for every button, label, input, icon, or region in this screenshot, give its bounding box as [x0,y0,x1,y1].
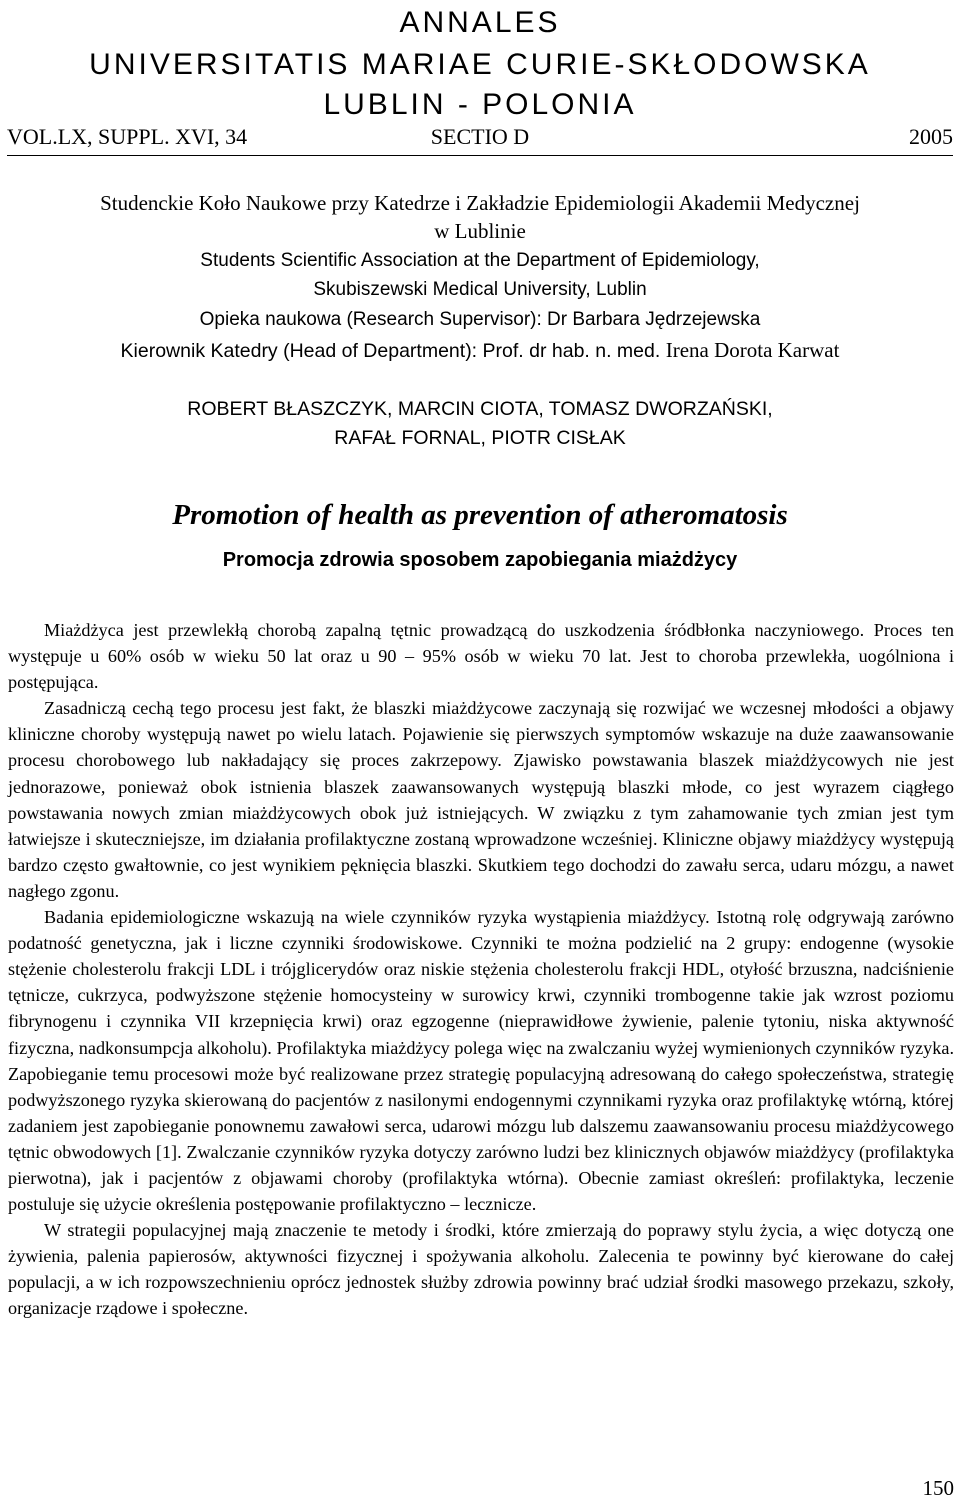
body-paragraph: Badania epidemiologiczne wskazują na wiele czynników ryzyka wystąpienia miażdżycy. Istotną rolę odgrywają zarówno podatność genetyczna, jak i liczne czynniki środowiskowe. Czynniki te można podzielić na 2 grupy: endogenne (wysokie stężenie cholesterolu frakcji LDL i trójglicerydów oraz niskie stężenia cholesterolu frakcji HDL, otyłość brzuszna, nadciśnienie tętnicze, cukrzyca, podwyższone stężenie homocysteiny w surowicy krwi, czynniki trombogenne takie jak wzrost poziomu fibrynogenu i czynnika VII krzepnięcia krwi) oraz egzogenne (nieprawidłowe żywienie, palenie tytoniu, niska aktywność fizyczna, nadkonsumpcja alkoholu). Profilaktyka miażdżycy polega więc na zwalczaniu wyżej wymienionych czynników ryzyka. Zapobieganie temu procesowi może być realizowane przez strategię populacyjną adresowaną do całego społeczeństwa, strategię podwyższonego ryzyka skierowaną do pacjentów z nasilonymi endogennymi czynnikami ryzyka oraz profilaktykę wtórną, której zadaniem jest zapobieganie ponownemu zawałowi serca, udarowi mózgu lub dalszemu zaawansowaniu procesu miażdżycowego tętnic obwodowych [1]. Zwalczanie czynników ryzyka dotyczy zarówno ludzi bez klinicznych objawów miażdżycy (profilaktyka pierwotna), jak i pacjentów z objawami choroby (profilaktyka wtórna). Obecnie zamiast określeń: profilaktyka, leczenie postuluje się użycie określenia postępowanie profilaktyczno – lecznicze. [8,907,954,1215]
article-title-english: Promotion of health as prevention of atheromatosis [172,499,788,531]
section-name: SECTIO D [430,124,530,149]
journal-title-line-2: UNIVERSITATIS MARIAE CURIE-SKŁODOWSKA [89,48,871,81]
authors-line-2: RAFAŁ FORNAL, PIOTR CISŁAK [334,427,626,449]
affiliation-polish-line-2: w Lublinie [434,219,526,243]
publication-year: 2005 [909,124,953,149]
affiliation-english-line-1: Students Scientific Association at the Department of Epidemiology, [200,250,760,271]
volume-line [7,123,953,156]
article-body [8,617,954,1322]
affiliation-polish-line-1: Studenckie Koło Naukowe przy Katedrze i Zakładzie Epidemiologii Akademii Medycznej [100,191,860,215]
authors-line-1: ROBERT BŁASZCZYK, MARCIN CIOTA, TOMASZ DWORZAŃSKI, [187,398,773,420]
journal-title-line-1: ANNALES [399,6,561,39]
page-number: 150 [922,1476,954,1500]
head-of-department-prefix: Kierownik Katedry (Head of Department): Prof. dr hab. n. med. [120,340,661,362]
body-paragraph: W strategii populacyjnej mają znaczenie te metody i środki, które zmierzają do poprawy stylu życia, a więc dotyczą one żywienia, palenia papierosów, aktywności fizycznej i spożywania alkoholu. Zalecenia te powinny być kierowane do całej populacji, a w ich rozpowszechnieniu oprócz jednostek służby zdrowia powinny brać udział środki masowego przekazu, szkoły, organizacje rządowe i społeczne. [8,1220,954,1319]
article-title-polish: Promocja zdrowia sposobem zapobiegania miażdżycy [222,549,738,571]
journal-title-line-3: LUBLIN - POLONIA [323,88,637,121]
head-of-department-name: Irena Dorota Karwat [665,338,840,362]
body-paragraph: Miażdżyca jest przewlekłą chorobą zapalną tętnic prowadzącą do uszkodzenia śródbłonka naczyniowego. Proces ten występuje u 60% osób w wieku 50 lat oraz u 90 – 95% osób w wieku 70 lat. Jest to choroba przewlekła, uogólniona i postępująca. [8,620,954,693]
body-paragraph: Zasadniczą cechą tego procesu jest fakt, że blaszki miażdżycowe zaczynają się rozwijać we wczesnej młodości a objawy kliniczne choroby występują nawet po wielu latach. Pojawienie się pierwszych symptomów wskazuje na duże zaawansowanie procesu chorobowego lub nakładający się proces zakrzepowy. Zjawisko powstawania blaszek miażdżycowych nie jest jednorazowe, ponieważ obok istnienia blaszek zaawansowanych występują blaszki młode, co jest wyrazem ciągłego powstawania nowych zmian miażdżycowych obok już istniejących. W związku z tym zahamowanie tych zmian jest tym łatwiejsze i skuteczniejsze, im działania profilaktyczne zostaną wprowadzone wcześniej. Kliniczne objawy miażdżycy występują bardzo często gwałtownie, co jest wynikiem pęknięcia blaszki. Skutkiem tego dochodzi do zawału serca, udaru mózgu, a nawet nagłego zgonu. [8,698,954,901]
head-of-department [0,335,960,366]
research-supervisor: Opieka naukowa (Research Supervisor): Dr Barbara Jędrzejewska [199,309,761,330]
volume-number: VOL.LX, SUPPL. XVI, 34 [7,124,248,149]
affiliation-english-line-2: Skubiszewski Medical University, Lublin [313,279,647,300]
